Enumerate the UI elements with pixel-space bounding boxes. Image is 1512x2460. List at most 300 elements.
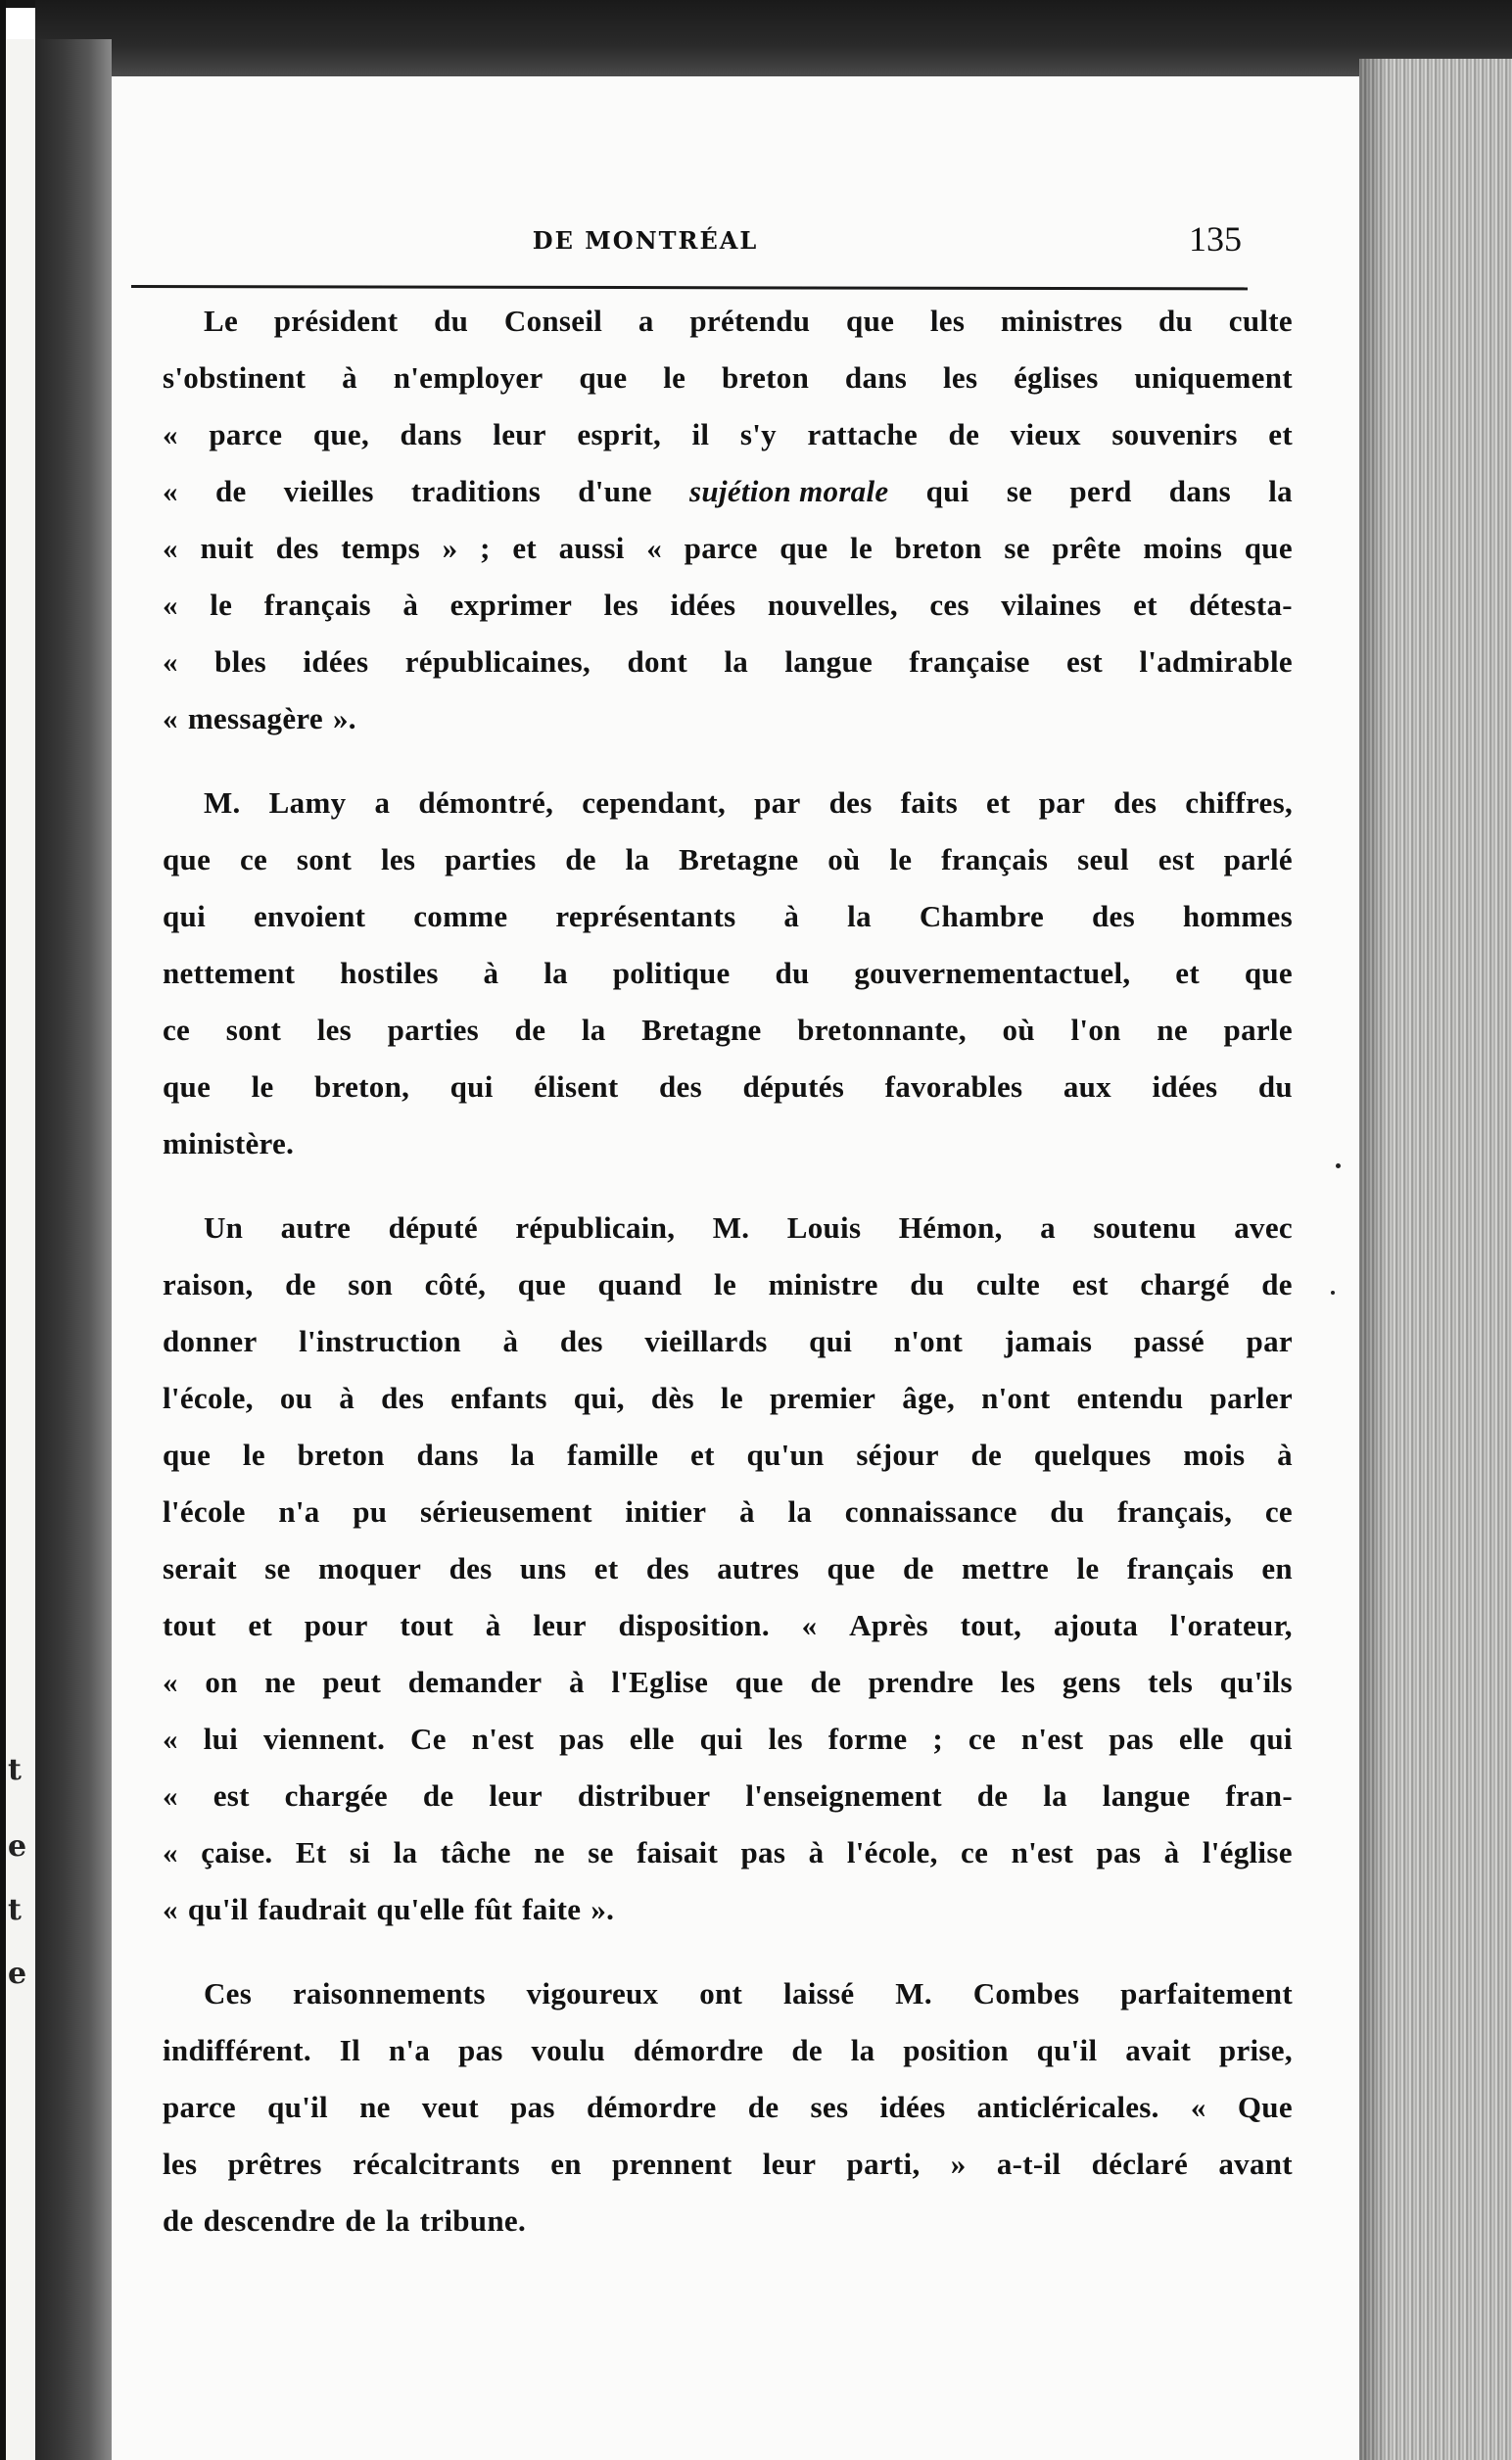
word: Bretagne: [641, 1013, 762, 1047]
word: l'orateur,: [1169, 1608, 1293, 1642]
word: «: [163, 1722, 178, 1756]
word: connaissance: [844, 1494, 1017, 1529]
word: quand: [597, 1267, 683, 1301]
word: les: [380, 842, 416, 876]
word: ce: [961, 1835, 989, 1869]
word: républicaines,: [404, 644, 591, 679]
word: d'une: [578, 474, 652, 508]
word: où: [827, 842, 861, 876]
word: le: [720, 1381, 743, 1415]
word: ont: [699, 1976, 743, 2011]
word: elle: [629, 1722, 675, 1756]
word: ;: [480, 531, 491, 565]
word: «: [646, 531, 663, 565]
word: parfaitement: [1120, 1976, 1293, 2011]
word: français: [263, 588, 371, 622]
word: avant: [1218, 2147, 1293, 2181]
word: des: [275, 531, 319, 565]
word: idées: [670, 588, 736, 622]
word: récalcitrants: [353, 2147, 520, 2181]
word: entendu: [1076, 1381, 1184, 1415]
word: hostiles: [340, 956, 439, 990]
word: est: [1158, 842, 1195, 876]
word: culte: [1228, 304, 1293, 338]
word: faits: [900, 785, 958, 820]
text-line: [163, 701, 1293, 736]
word: que: [163, 1438, 212, 1472]
word: çaise.: [201, 1835, 273, 1869]
word: du: [434, 304, 469, 338]
previous-page-fragment: t: [8, 1893, 22, 1927]
word: ces: [929, 588, 969, 622]
word: tout: [163, 1608, 216, 1642]
word: Lamy: [268, 785, 347, 820]
word: les: [768, 1722, 803, 1756]
text-line: [163, 1722, 1293, 1757]
page-edges-shadow: [1359, 59, 1389, 2460]
word: prendre: [868, 1665, 974, 1699]
word: s'y: [739, 417, 777, 451]
word: Ce: [410, 1722, 447, 1756]
previous-page-fragment: t: [8, 1753, 22, 1787]
word: par: [1246, 1324, 1293, 1358]
word: «: [163, 1778, 178, 1813]
word: breton: [297, 1438, 385, 1472]
text-line: [163, 1267, 1293, 1302]
word: français,: [1116, 1494, 1233, 1529]
word: pas: [1096, 1835, 1142, 1869]
word: les: [942, 360, 978, 395]
word: se: [588, 1835, 614, 1869]
word: n'a: [388, 2033, 431, 2067]
word: la: [543, 956, 568, 990]
word: que: [780, 531, 828, 565]
word: la: [581, 1013, 606, 1047]
word: temps: [341, 531, 420, 565]
word: prise,: [1218, 2033, 1293, 2067]
word: M.: [712, 1210, 750, 1245]
word: la: [625, 842, 650, 876]
word: si: [349, 1835, 371, 1869]
word: qu'il: [1036, 2033, 1098, 2067]
word: l'église: [1202, 1835, 1293, 1869]
word: culte: [975, 1267, 1041, 1301]
word: française: [909, 644, 1030, 679]
word: parce: [163, 2090, 236, 2124]
word: politique: [612, 956, 731, 990]
word: quelques: [1033, 1438, 1152, 1472]
word: pas: [559, 1722, 604, 1756]
word: dont: [627, 644, 687, 679]
word: des: [1092, 899, 1135, 933]
word: famille: [566, 1438, 659, 1472]
word: dès: [650, 1381, 694, 1415]
word: que: [579, 360, 628, 395]
word: esprit,: [577, 417, 661, 451]
word: chiffres,: [1185, 785, 1293, 820]
word: n'a: [278, 1494, 320, 1529]
word: Conseil: [503, 304, 603, 338]
word: de: [810, 1665, 842, 1699]
word: se: [264, 1551, 291, 1585]
word: messagère: [187, 701, 323, 735]
word: parties: [445, 842, 537, 876]
word: Il: [339, 2033, 361, 2067]
word: uns: [519, 1551, 567, 1585]
word: jamais: [1004, 1324, 1093, 1358]
word: aux: [1063, 1069, 1111, 1104]
word: des: [659, 1069, 702, 1104]
word: Un: [204, 1210, 244, 1245]
word: qu'il: [267, 2090, 328, 2124]
word: autres: [717, 1551, 800, 1585]
word: soutenu: [1093, 1210, 1197, 1245]
word: les: [163, 2147, 198, 2181]
word: des: [381, 1381, 425, 1415]
text-line: [163, 1608, 1293, 1643]
word: parle: [1223, 1013, 1293, 1047]
word: français: [941, 842, 1049, 876]
page-number: 135: [1189, 219, 1242, 259]
word: Ces: [204, 1976, 253, 2011]
word: de: [345, 2203, 376, 2238]
word: «: [163, 1665, 178, 1699]
word: de: [214, 474, 247, 508]
text-line: [163, 1778, 1293, 1814]
word: tels: [1148, 1665, 1194, 1699]
word: a-t-il: [996, 2147, 1062, 2181]
text-line: [163, 1835, 1293, 1870]
word: mois: [1183, 1438, 1246, 1472]
word: pas: [510, 2090, 555, 2124]
word: l'instruction: [299, 1324, 461, 1358]
word: à: [808, 1835, 825, 1869]
book-page: [112, 76, 1359, 2460]
word: le: [242, 1438, 265, 1472]
word: des: [645, 1551, 689, 1585]
word: raison,: [163, 1267, 254, 1301]
word: ajouta: [1053, 1608, 1139, 1642]
word: de: [791, 2033, 823, 2067]
text-line: [163, 1892, 1293, 1927]
word: le: [663, 360, 686, 395]
word: ;: [932, 1722, 943, 1756]
word: tâche: [440, 1835, 511, 1869]
word: dans: [416, 1438, 479, 1472]
word: l'école,: [846, 1835, 938, 1869]
word: Bretagne: [679, 842, 799, 876]
word: lui: [203, 1722, 239, 1756]
word: pas: [740, 1835, 786, 1869]
text-line: [163, 1069, 1293, 1105]
book-gutter: [35, 39, 112, 2460]
word: parler: [1209, 1381, 1293, 1415]
word: des: [828, 785, 873, 820]
word: chargé: [1140, 1267, 1230, 1301]
word: »: [950, 2147, 967, 2181]
word: vieilles: [283, 474, 374, 508]
word: «: [163, 701, 178, 735]
word: favorables: [884, 1069, 1023, 1104]
word: «: [801, 1608, 818, 1642]
word: ».: [591, 1892, 615, 1926]
word: leur: [762, 2147, 817, 2181]
word: représentants: [555, 899, 736, 933]
scan-speck: [1336, 1163, 1341, 1168]
text-line: [163, 1438, 1293, 1473]
word: de: [903, 1551, 934, 1585]
italic-word: sujétion morale: [689, 474, 889, 508]
word: leur: [489, 1778, 543, 1813]
word: à: [1277, 1438, 1293, 1472]
book-top-shadow: [35, 0, 1512, 76]
word: uniquement: [1134, 360, 1293, 395]
word: nouvelles,: [767, 588, 898, 622]
word: tout: [400, 1608, 453, 1642]
word: «: [1190, 2090, 1206, 2124]
word: faite: [522, 1892, 582, 1926]
word: et: [593, 1551, 619, 1585]
text-line: [163, 2203, 1293, 2239]
word: idées: [1152, 1069, 1218, 1104]
word: gouvernementactuel,: [854, 956, 1131, 990]
word: ministre: [768, 1267, 878, 1301]
word: qui,: [573, 1381, 625, 1415]
word: s'obstinent: [163, 360, 307, 395]
text-line: [163, 899, 1293, 934]
word: idées: [303, 644, 369, 679]
word: la: [385, 2203, 410, 2238]
word: les: [603, 588, 639, 622]
word: que: [163, 842, 212, 876]
word: indifférent.: [163, 2033, 311, 2067]
word: du: [775, 956, 810, 990]
running-title: DE MONTRÉAL: [532, 226, 759, 255]
word: la: [787, 1494, 813, 1529]
word: breton,: [314, 1069, 410, 1104]
word: veut: [421, 2090, 479, 2124]
word: on: [205, 1665, 238, 1699]
word: traditions: [410, 474, 542, 508]
word: qui: [1249, 1722, 1293, 1756]
word: que: [827, 1551, 875, 1585]
word: en: [550, 2147, 582, 2181]
word: avec: [1234, 1210, 1293, 1245]
text-line: [163, 1551, 1293, 1586]
word: qu'elle: [376, 1892, 465, 1926]
word: fût: [474, 1892, 513, 1926]
word: «: [163, 1835, 178, 1869]
word: sérieusement: [419, 1494, 592, 1529]
word: exprimer: [449, 588, 573, 622]
word: de: [970, 1438, 1003, 1472]
word: le: [210, 588, 233, 622]
word: la: [1043, 1778, 1067, 1813]
word: est: [213, 1778, 250, 1813]
word: à: [739, 1494, 755, 1529]
text-line: [163, 644, 1293, 680]
text-line: [163, 531, 1293, 566]
word: pas: [457, 2033, 503, 2067]
word: et: [512, 531, 537, 565]
word: idées: [879, 2090, 946, 2124]
word: est: [1065, 644, 1104, 679]
word: qui: [925, 474, 969, 508]
word: Chambre: [919, 899, 1045, 933]
word: elle: [1178, 1722, 1224, 1756]
word: mettre: [962, 1551, 1050, 1585]
word: le: [714, 1267, 737, 1301]
word: la: [510, 1438, 536, 1472]
word: l'Eglise: [611, 1665, 709, 1699]
word: ».: [332, 701, 356, 735]
word: député: [388, 1210, 478, 1245]
word: »: [442, 531, 458, 565]
word: ministère.: [163, 1126, 295, 1160]
word: ne: [1157, 1013, 1188, 1047]
word: «: [163, 1892, 178, 1926]
word: comme: [413, 899, 508, 933]
word: et: [248, 1608, 272, 1642]
word: Le: [204, 304, 239, 338]
word: perd: [1069, 474, 1132, 508]
word: côté,: [424, 1267, 487, 1301]
word: seul: [1077, 842, 1129, 876]
word: président: [273, 304, 399, 338]
word: ce: [1264, 1494, 1293, 1529]
word: à: [1163, 1835, 1180, 1869]
word: enfants: [450, 1381, 547, 1415]
word: la: [850, 2033, 875, 2067]
word: langue: [784, 644, 874, 679]
word: ce: [163, 1013, 191, 1047]
word: des: [449, 1551, 493, 1585]
word: viennent.: [263, 1722, 386, 1756]
word: de: [285, 1267, 316, 1301]
word: parties: [387, 1013, 480, 1047]
word: tribune.: [419, 2203, 526, 2238]
word: démordre: [633, 2033, 764, 2067]
word: que: [734, 1665, 783, 1699]
word: parce: [684, 531, 758, 565]
word: l'enseignement: [745, 1778, 942, 1813]
word: où: [1002, 1013, 1035, 1047]
word: parlé: [1223, 842, 1293, 876]
word: de: [976, 1778, 1009, 1813]
word: les: [1000, 1665, 1036, 1699]
word: moquer: [318, 1551, 422, 1585]
scan-speck: [1331, 1291, 1335, 1295]
word: souvenirs: [1111, 417, 1238, 451]
word: son: [348, 1267, 394, 1301]
word: la: [1268, 474, 1293, 508]
word: aussi: [558, 531, 625, 565]
word: qu'ils: [1219, 1665, 1293, 1699]
text-line: [163, 1494, 1293, 1530]
word: nettement: [163, 956, 296, 990]
word: vilaines: [1001, 588, 1102, 622]
text-line: [163, 360, 1293, 396]
text-line: [204, 785, 1293, 821]
word: voulu: [531, 2033, 606, 2067]
word: n'est: [1011, 1835, 1074, 1869]
word: déclaré: [1091, 2147, 1189, 2181]
word: bretonnante,: [797, 1013, 967, 1047]
word: n'est: [1020, 1722, 1084, 1756]
word: demander: [407, 1665, 543, 1699]
word: et: [1268, 417, 1293, 451]
word: à: [783, 899, 800, 933]
word: peut: [322, 1665, 382, 1699]
word: à: [569, 1665, 585, 1699]
word: l'école,: [163, 1381, 254, 1415]
word: dans: [1168, 474, 1232, 508]
word: l'admirable: [1139, 644, 1293, 679]
word: que: [1244, 956, 1293, 990]
word: tout,: [960, 1608, 1022, 1642]
word: que: [846, 304, 895, 338]
word: bles: [214, 644, 267, 679]
word: ses: [810, 2090, 849, 2124]
word: la: [393, 1835, 418, 1869]
word: séjour: [856, 1438, 939, 1472]
word: de: [1261, 1267, 1293, 1301]
word: a: [638, 304, 654, 338]
word: distribuer: [577, 1778, 711, 1813]
word: hommes: [1182, 899, 1293, 933]
word: prennent: [612, 2147, 732, 2181]
word: qui: [699, 1722, 743, 1756]
text-line: [163, 2147, 1293, 2182]
word: passé: [1133, 1324, 1205, 1358]
word: qui: [163, 899, 206, 933]
word: parce: [209, 417, 283, 451]
word: ne: [534, 1835, 565, 1869]
word: qui: [809, 1324, 853, 1358]
word: raisonnements: [292, 1976, 486, 2011]
text-line: [204, 304, 1293, 339]
word: «: [163, 588, 178, 622]
text-line: [163, 1013, 1293, 1048]
word: que: [517, 1267, 566, 1301]
word: du: [1257, 1069, 1293, 1104]
word: position: [903, 2033, 1009, 2067]
word: faudrait: [258, 1892, 367, 1926]
word: à: [502, 1324, 519, 1358]
word: disposition.: [618, 1608, 770, 1642]
word: vieillards: [644, 1324, 768, 1358]
word: à: [342, 360, 357, 395]
word: est: [1071, 1267, 1109, 1301]
word: sont: [296, 842, 353, 876]
word: à: [339, 1381, 355, 1415]
word: avait: [1125, 2033, 1192, 2067]
word: républicain,: [515, 1210, 676, 1245]
word: n'ont: [893, 1324, 964, 1358]
word: le: [889, 842, 913, 876]
text-line: [163, 1665, 1293, 1700]
word: premier: [769, 1381, 876, 1415]
word: par: [1038, 785, 1086, 820]
word: élisent: [534, 1069, 619, 1104]
word: ce: [968, 1722, 996, 1756]
word: donner: [163, 1324, 258, 1358]
word: députés: [742, 1069, 845, 1104]
word: et: [1133, 588, 1158, 622]
word: Combes: [972, 1976, 1080, 2011]
word: Que: [1237, 2090, 1293, 2124]
word: il: [691, 417, 710, 451]
